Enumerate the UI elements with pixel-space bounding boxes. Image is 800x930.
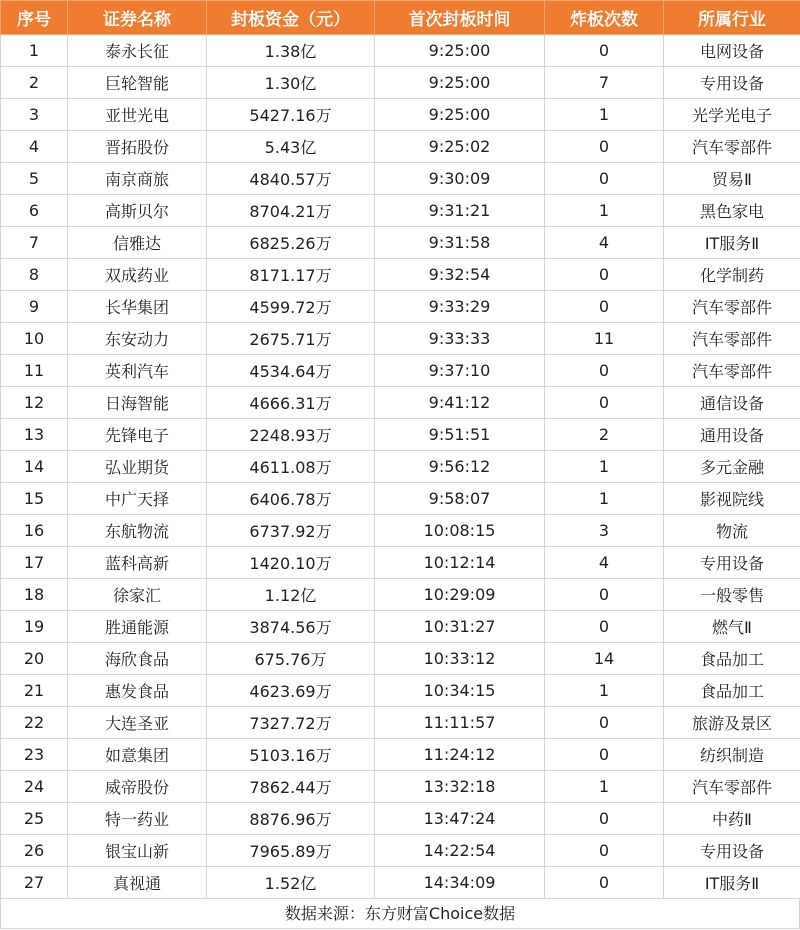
index-cell: 5 [1,163,68,195]
time-cell: 10:12:14 [375,547,545,579]
funds-cell: 4611.08万 [207,451,375,483]
index-cell: 19 [1,611,68,643]
industry-cell: 一般零售 [664,579,800,611]
funds-cell: 4599.72万 [207,291,375,323]
industry-cell: 电网设备 [664,35,800,67]
table-row [1,131,800,163]
name-cell: 银宝山新 [68,835,207,867]
index-cell: 14 [1,451,68,483]
time-cell: 10:08:15 [375,515,545,547]
index-cell: 18 [1,579,68,611]
breaks-cell: 2 [545,419,664,451]
time-cell: 9:33:33 [375,323,545,355]
industry-cell: IT服务Ⅱ [664,227,800,259]
breaks-cell: 0 [545,163,664,195]
time-cell: 9:41:12 [375,387,545,419]
header-time: 首次封板时间 [375,1,545,35]
name-cell: 如意集团 [68,739,207,771]
time-cell: 9:25:00 [375,99,545,131]
time-cell: 11:11:57 [375,707,545,739]
breaks-cell: 0 [545,259,664,291]
table-row [1,611,800,643]
time-cell: 9:51:51 [375,419,545,451]
index-cell: 7 [1,227,68,259]
name-cell: 胜通能源 [68,611,207,643]
breaks-cell: 0 [545,611,664,643]
industry-cell: 通用设备 [664,419,800,451]
table-row [1,675,800,707]
time-cell: 10:34:15 [375,675,545,707]
funds-cell: 8876.96万 [207,803,375,835]
funds-cell: 1.30亿 [207,67,375,99]
industry-cell: 物流 [664,515,800,547]
index-cell: 16 [1,515,68,547]
breaks-cell: 0 [545,707,664,739]
industry-cell: 黑色家电 [664,195,800,227]
industry-cell: 汽车零部件 [664,771,800,803]
time-cell: 9:58:07 [375,483,545,515]
name-cell: 双成药业 [68,259,207,291]
industry-cell: IT服务Ⅱ [664,867,800,899]
index-cell: 9 [1,291,68,323]
name-cell: 高斯贝尔 [68,195,207,227]
breaks-cell: 1 [545,675,664,707]
breaks-cell: 7 [545,67,664,99]
table-row [1,67,800,99]
industry-cell: 专用设备 [664,835,800,867]
table-body [1,35,800,899]
table-row [1,355,800,387]
breaks-cell: 0 [545,291,664,323]
funds-cell: 6406.78万 [207,483,375,515]
industry-cell: 化学制药 [664,259,800,291]
name-cell: 弘业期货 [68,451,207,483]
funds-cell: 8171.17万 [207,259,375,291]
table-row [1,291,800,323]
funds-cell: 6737.92万 [207,515,375,547]
funds-cell: 7327.72万 [207,707,375,739]
index-cell: 22 [1,707,68,739]
industry-cell: 汽车零部件 [664,291,800,323]
name-cell: 亚世光电 [68,99,207,131]
table-row [1,227,800,259]
name-cell: 信雅达 [68,227,207,259]
index-cell: 12 [1,387,68,419]
index-cell: 15 [1,483,68,515]
breaks-cell: 14 [545,643,664,675]
breaks-cell: 0 [545,35,664,67]
time-cell: 10:29:09 [375,579,545,611]
industry-cell: 食品加工 [664,675,800,707]
table-row [1,163,800,195]
time-cell: 9:31:58 [375,227,545,259]
industry-cell: 通信设备 [664,387,800,419]
index-cell: 3 [1,99,68,131]
name-cell: 晋拓股份 [68,131,207,163]
funds-cell: 675.76万 [207,643,375,675]
header-index: 序号 [1,1,68,35]
data-source-note: 数据来源：东方财富Choice数据 [0,899,800,929]
funds-cell: 1.52亿 [207,867,375,899]
index-cell: 10 [1,323,68,355]
industry-cell: 燃气Ⅱ [664,611,800,643]
table-row [1,483,800,515]
table-row [1,99,800,131]
funds-cell: 4840.57万 [207,163,375,195]
name-cell: 特一药业 [68,803,207,835]
name-cell: 长华集团 [68,291,207,323]
name-cell: 徐家汇 [68,579,207,611]
breaks-cell: 0 [545,579,664,611]
time-cell: 10:31:27 [375,611,545,643]
funds-cell: 7862.44万 [207,771,375,803]
name-cell: 泰永长征 [68,35,207,67]
breaks-cell: 1 [545,195,664,227]
name-cell: 先锋电子 [68,419,207,451]
header-name: 证券名称 [68,1,207,35]
funds-cell: 4666.31万 [207,387,375,419]
time-cell: 13:47:24 [375,803,545,835]
table-row [1,547,800,579]
name-cell: 惠发食品 [68,675,207,707]
index-cell: 6 [1,195,68,227]
table-row [1,771,800,803]
table-row [1,35,800,67]
time-cell: 9:30:09 [375,163,545,195]
index-cell: 2 [1,67,68,99]
table-row [1,803,800,835]
industry-cell: 纺织制造 [664,739,800,771]
time-cell: 9:37:10 [375,355,545,387]
funds-cell: 7965.89万 [207,835,375,867]
industry-cell: 影视院线 [664,483,800,515]
time-cell: 9:32:54 [375,259,545,291]
index-cell: 17 [1,547,68,579]
funds-cell: 5427.16万 [207,99,375,131]
funds-cell: 1420.10万 [207,547,375,579]
industry-cell: 中药Ⅱ [664,803,800,835]
breaks-cell: 4 [545,547,664,579]
breaks-cell: 3 [545,515,664,547]
table-row [1,643,800,675]
breaks-cell: 1 [545,451,664,483]
industry-cell: 旅游及景区 [664,707,800,739]
industry-cell: 多元金融 [664,451,800,483]
industry-cell: 专用设备 [664,67,800,99]
table-row [1,707,800,739]
funds-cell: 2675.71万 [207,323,375,355]
time-cell: 10:33:12 [375,643,545,675]
index-cell: 13 [1,419,68,451]
name-cell: 海欣食品 [68,643,207,675]
name-cell: 东航物流 [68,515,207,547]
time-cell: 9:25:02 [375,131,545,163]
index-cell: 27 [1,867,68,899]
name-cell: 日海智能 [68,387,207,419]
breaks-cell: 0 [545,803,664,835]
table-row [1,835,800,867]
breaks-cell: 1 [545,771,664,803]
name-cell: 中广天择 [68,483,207,515]
funds-cell: 4623.69万 [207,675,375,707]
index-cell: 11 [1,355,68,387]
funds-cell: 4534.64万 [207,355,375,387]
header-breaks: 炸板次数 [545,1,664,35]
name-cell: 真视通 [68,867,207,899]
time-cell: 9:25:00 [375,67,545,99]
breaks-cell: 0 [545,131,664,163]
name-cell: 南京商旅 [68,163,207,195]
name-cell: 巨轮智能 [68,67,207,99]
name-cell: 蓝科高新 [68,547,207,579]
table-row [1,259,800,291]
industry-cell: 汽车零部件 [664,131,800,163]
breaks-cell: 0 [545,867,664,899]
index-cell: 1 [1,35,68,67]
time-cell: 11:24:12 [375,739,545,771]
time-cell: 9:31:21 [375,195,545,227]
index-cell: 25 [1,803,68,835]
breaks-cell: 0 [545,355,664,387]
name-cell: 英利汽车 [68,355,207,387]
table-row [1,867,800,899]
breaks-cell: 1 [545,483,664,515]
funds-cell: 6825.26万 [207,227,375,259]
time-cell: 9:56:12 [375,451,545,483]
funds-cell: 3874.56万 [207,611,375,643]
index-cell: 24 [1,771,68,803]
table-row [1,515,800,547]
name-cell: 东安动力 [68,323,207,355]
funds-cell: 8704.21万 [207,195,375,227]
industry-cell: 汽车零部件 [664,355,800,387]
breaks-cell: 1 [545,99,664,131]
breaks-cell: 4 [545,227,664,259]
table-row [1,419,800,451]
table-row [1,451,800,483]
breaks-cell: 11 [545,323,664,355]
industry-cell: 汽车零部件 [664,323,800,355]
header-funds: 封板资金（元） [207,1,375,35]
time-cell: 9:25:00 [375,35,545,67]
funds-cell: 2248.93万 [207,419,375,451]
industry-cell: 光学光电子 [664,99,800,131]
header-row [1,1,800,35]
index-cell: 8 [1,259,68,291]
funds-cell: 5103.16万 [207,739,375,771]
header-industry: 所属行业 [664,1,800,35]
index-cell: 23 [1,739,68,771]
name-cell: 大连圣亚 [68,707,207,739]
index-cell: 21 [1,675,68,707]
time-cell: 14:22:54 [375,835,545,867]
funds-cell: 5.43亿 [207,131,375,163]
index-cell: 20 [1,643,68,675]
funds-cell: 1.12亿 [207,579,375,611]
table-row [1,387,800,419]
name-cell: 威帝股份 [68,771,207,803]
funds-cell: 1.38亿 [207,35,375,67]
breaks-cell: 0 [545,739,664,771]
time-cell: 13:32:18 [375,771,545,803]
industry-cell: 食品加工 [664,643,800,675]
index-cell: 26 [1,835,68,867]
time-cell: 14:34:09 [375,867,545,899]
table-row [1,579,800,611]
time-cell: 9:33:29 [375,291,545,323]
table-row [1,323,800,355]
breaks-cell: 0 [545,387,664,419]
breaks-cell: 0 [545,835,664,867]
industry-cell: 贸易Ⅱ [664,163,800,195]
industry-cell: 专用设备 [664,547,800,579]
table-row [1,739,800,771]
index-cell: 4 [1,131,68,163]
table-row [1,195,800,227]
